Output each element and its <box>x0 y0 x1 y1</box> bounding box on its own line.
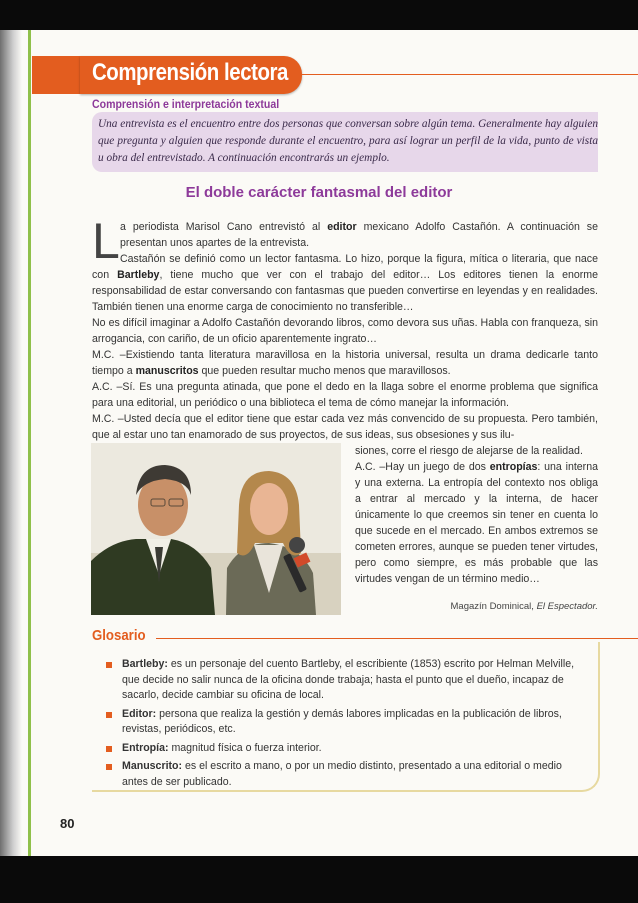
paragraph-5: A.C. –Sí. Es una pregunta atinada, que pone el dedo en la llaga sobre el enorme problema que significa para una editorial, un periódico o una biblioteca el tema de cómo manejar la información. <box>92 381 598 409</box>
bullet-square-icon <box>106 764 112 770</box>
p7-text: A.C. –Hay un juego de dos <box>355 461 490 473</box>
credit-newspaper: El Espectador. <box>536 601 598 612</box>
paragraph-4 <box>92 347 598 379</box>
p2-text: Castañón se definió como un lector fantasma. Lo hizo, porque la figura, mítica o literaria, que nace con <box>92 253 598 281</box>
glossary-list <box>100 657 586 793</box>
glossary-item <box>100 759 586 790</box>
p1-bold-term: editor <box>327 221 357 233</box>
paragraph-1 <box>120 219 598 251</box>
glossary-term: Bartleby: <box>122 658 168 670</box>
bullet-square-icon <box>106 662 112 668</box>
glossary-item <box>100 741 586 757</box>
page-binding-shadow <box>0 30 22 856</box>
textbook-page <box>0 30 638 856</box>
title-tab <box>32 56 82 94</box>
paragraph-3: No es difícil imaginar a Adolfo Castañón devorando libros, como devora sus uñas. Habla con franqueza, sin arrogancia, con cariño, de un oficio aparentemente ingrato… <box>92 317 598 345</box>
paragraph-6: M.C. –Usted decía que el editor tiene que estar cada vez más convencido de su propuesta. Pero también, que al estar uno tan enamorado de sus proyectos, de sus ideas, sus obsesiones y sus ilu- <box>92 413 598 441</box>
glossary-term: Manuscrito: <box>122 760 183 772</box>
glossary-item <box>100 657 586 704</box>
section-subtitle: Comprensión e interpretación textual <box>92 97 280 111</box>
section-title: Comprensión lectora <box>92 59 288 86</box>
p2-text-end: , tiene mucho que ver con el trabajo del editor… Los editores tienen la enorme responsabilidad de estar conversando con fantasmas que pueden convertirse en leyendas y en realidades. También tienen una enorme carga de conocimiento no transferible… <box>92 269 598 313</box>
interview-photo-illustration <box>91 443 341 615</box>
p4-bold-term: manuscritos <box>135 365 199 377</box>
glossary-item <box>100 707 586 738</box>
page-margin-bar <box>28 30 31 856</box>
paragraph-6-cont: siones, corre el riesgo de alejarse de la realidad. <box>355 445 583 457</box>
paragraph-7 <box>355 459 598 587</box>
p4-text: M.C. –Existiendo tanta literatura maravillosa en la historia universal, resulta un drama dedicarle tanto tiempo a <box>92 349 598 377</box>
article-credit <box>451 601 599 612</box>
p7-text-end: : una interna y una externa. La entropía del contexto nos obliga a entrar al mercado y la interna, de hacer únicamente lo que creemos sin tener en cuenta lo que sucede en el mercado. En ambos extremos se cometen errores, aunque se pueden tener virtudes, pero como siempre, es más probable que las virtudes vengan de un término medio… <box>355 461 598 585</box>
glossary-title: Glosario <box>92 627 146 644</box>
interview-photo <box>91 443 341 615</box>
paragraph-2 <box>92 251 598 315</box>
glossary-definition: magnitud física o fuerza interior. <box>168 741 322 754</box>
drop-cap: L <box>92 213 120 269</box>
p1-text-end: mexicano Adolfo Castañón. A continuación se presentan unos apartes de la entrevista. <box>120 221 598 249</box>
glossary-definition: persona que realiza la gestión y demás labores implicadas en la publicación de libros, revistas, periódicos, etc. <box>122 707 562 735</box>
p2-bold-term: Bartleby <box>117 269 160 281</box>
glossary-definition: es el escrito a mano, o por un medio distinto, presentado a una editorial o medio antes de ser publicado. <box>122 760 562 788</box>
glossary-term: Entropía: <box>122 741 169 754</box>
p7-bold-term: entropías <box>489 461 538 473</box>
page-number: 80 <box>60 816 75 831</box>
article-title: El doble carácter fantasmal del editor <box>185 184 453 201</box>
glossary-rule <box>156 638 638 639</box>
glossary-definition: es un personaje del cuento Bartleby, el escribiente (1853) escrito por Helman Melville, que decide no salir nunca de la oficina donde trabaja; hasta el punto que el dueño, incapaz de sacarlo, decide cambiar su oficina de local. <box>122 658 575 701</box>
credit-publication: Magazín Dominical, <box>450 601 537 612</box>
bullet-square-icon <box>106 712 112 718</box>
bullet-square-icon <box>106 746 112 752</box>
glossary-term: Editor: <box>122 707 157 720</box>
intro-text: Una entrevista es el encuentro entre dos personas que conversan sobre algún tema. Generalmente hay alguien que pregunta y alguien que responde durante el encuentro, para así lograr un perfil de la vida, punto de vista u obra del entrevistado. A continuación encontrarás un ejemplo. <box>98 118 598 164</box>
p1-text: a periodista Marisol Cano entrevistó al <box>120 221 328 233</box>
p4-text-end: que pueden resultar mucho menos que maravillosos. <box>198 365 451 377</box>
title-rule <box>302 74 638 75</box>
